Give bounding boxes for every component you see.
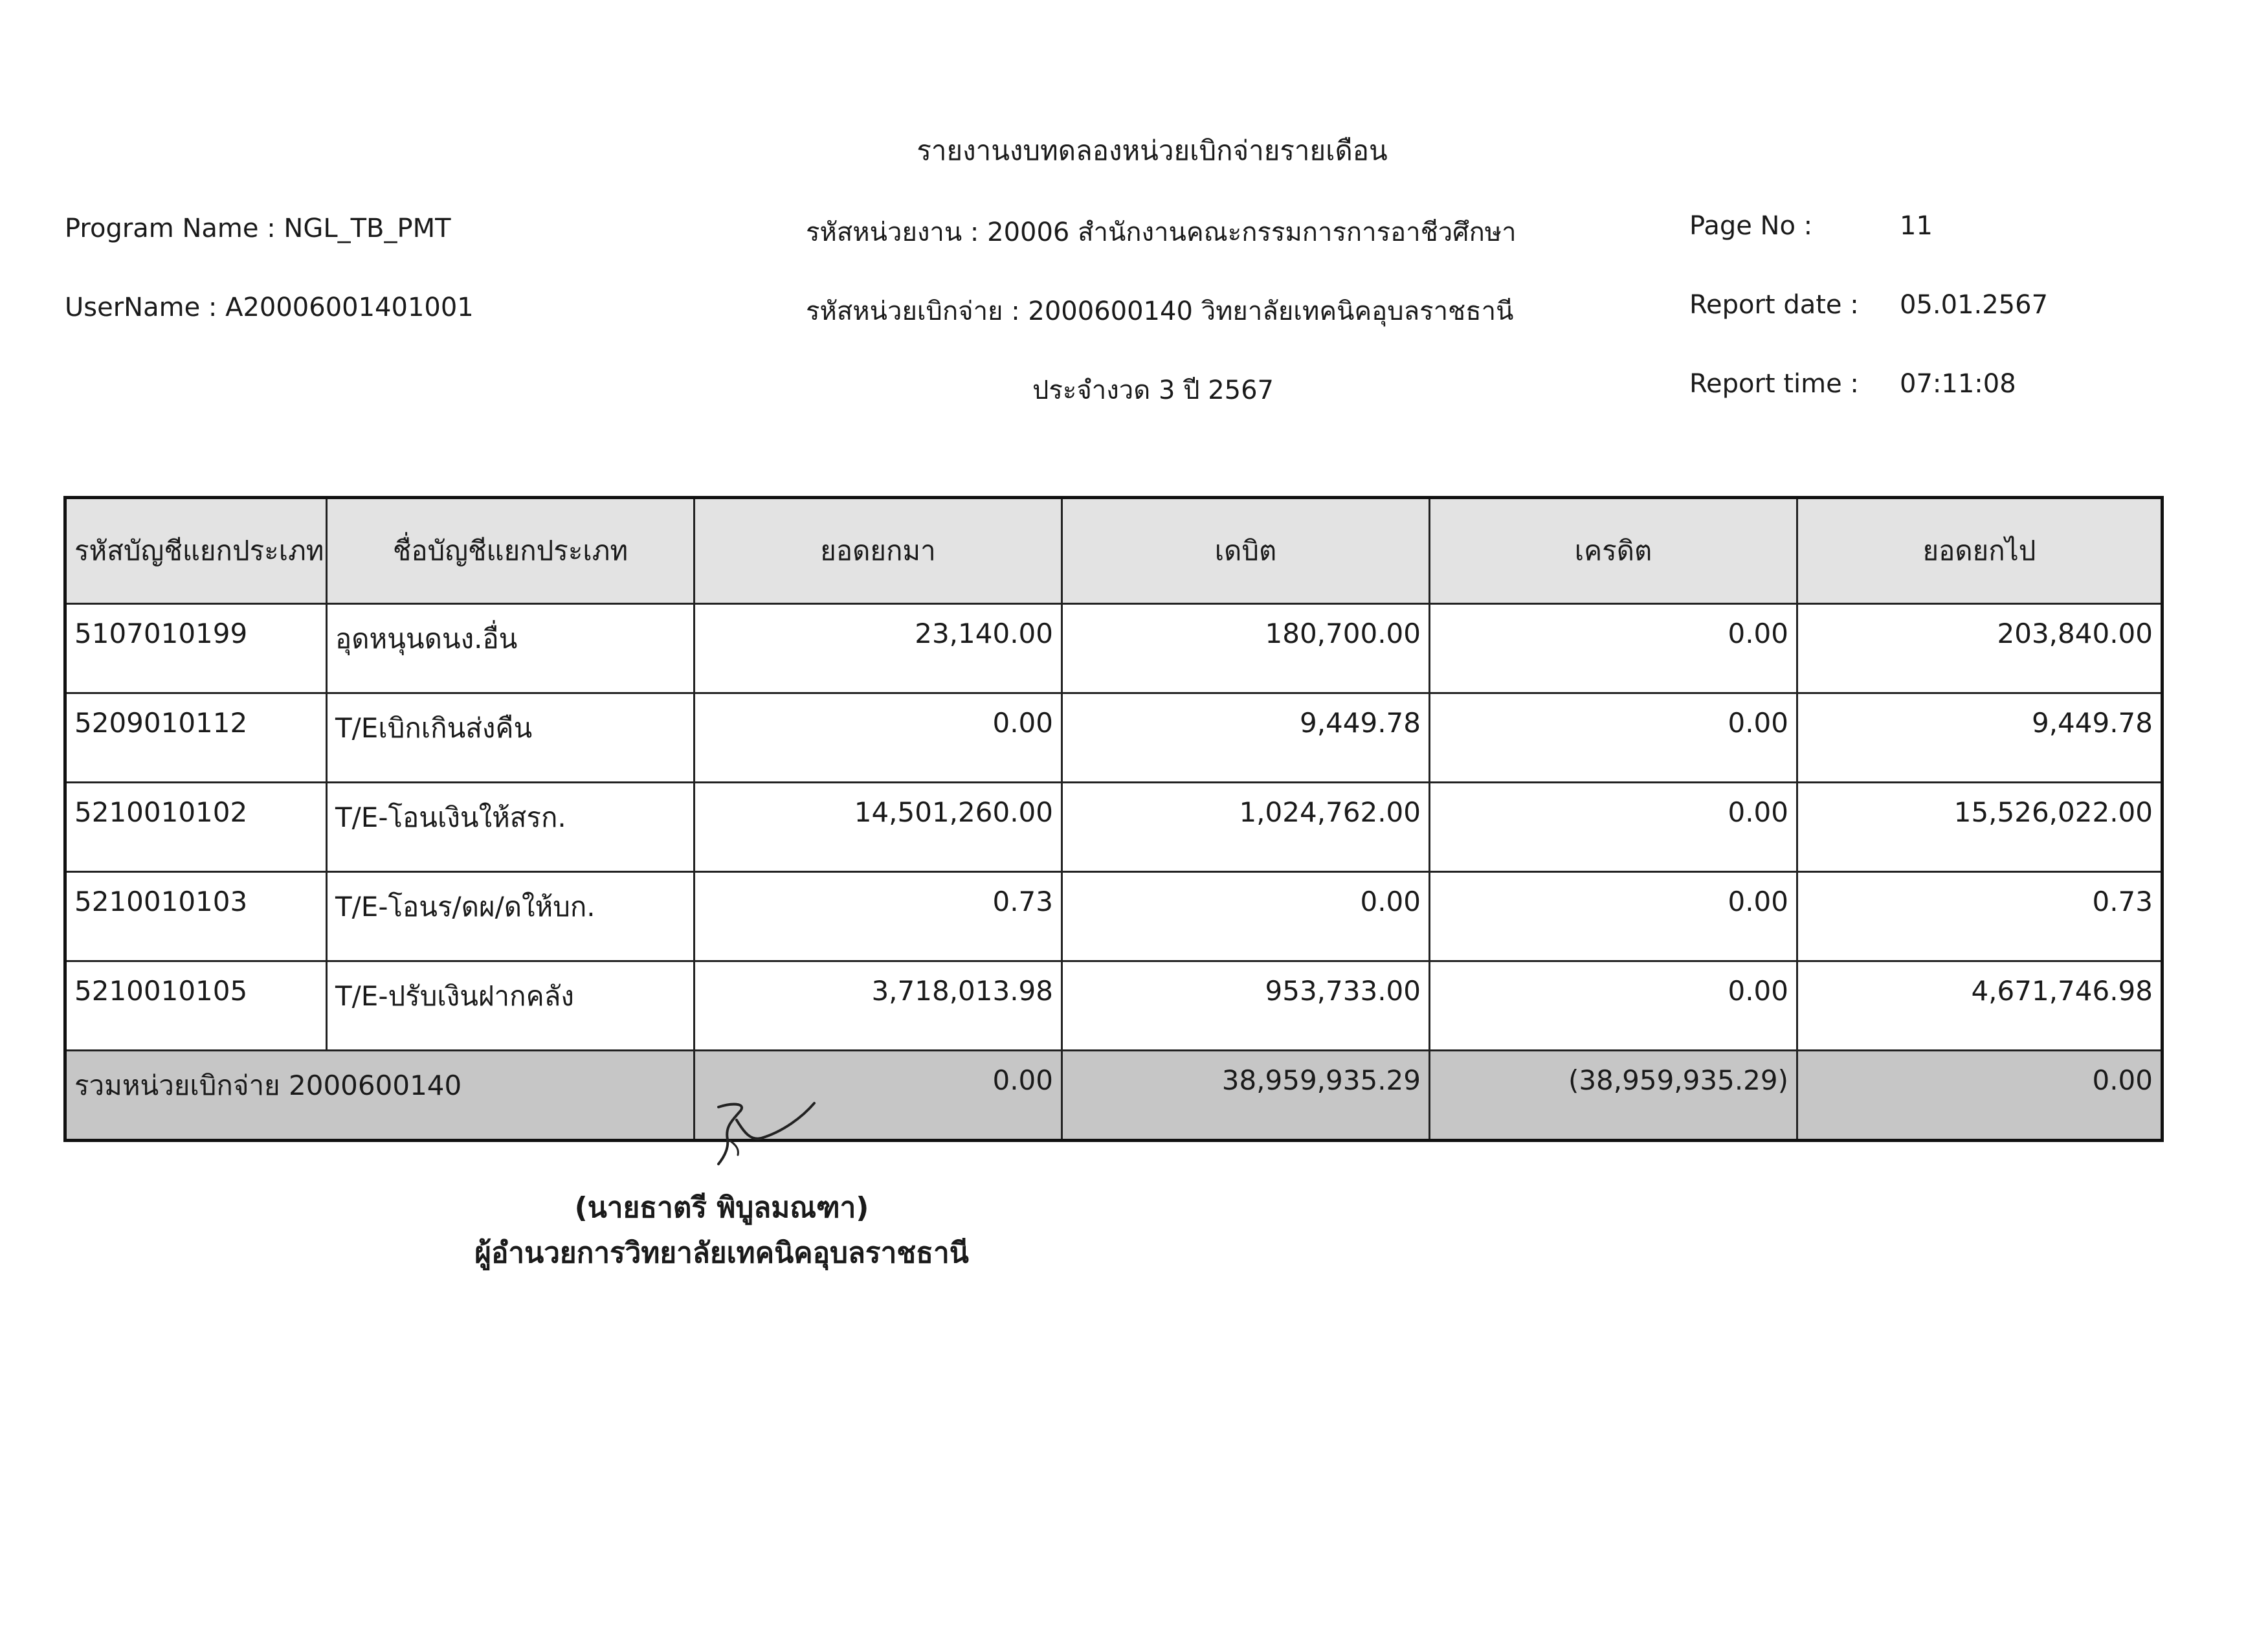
table-row [65, 872, 2162, 961]
total-carried-forward: 0.00 [1797, 1051, 2162, 1141]
debit: 180,700.00 [1062, 604, 1430, 693]
account-name: T/E-โอนเงินให้สรก. [327, 783, 695, 872]
header-brought-forward: ยอดยกมา [695, 498, 1062, 604]
header-credit: เครดิต [1430, 498, 1797, 604]
brought-forward: 0.00 [695, 693, 1062, 783]
credit: 0.00 [1430, 693, 1797, 783]
report-date-label: Report date : [1689, 290, 1859, 320]
account-name: T/E-โอนร/ดผ/ดให้บก. [327, 872, 695, 961]
brought-forward: 0.73 [695, 872, 1062, 961]
report-date-value: 05.01.2567 [1900, 290, 2049, 320]
page-no-label: Page No : [1689, 211, 1813, 241]
debit: 1,024,762.00 [1062, 783, 1430, 872]
report-time-label: Report time : [1689, 369, 1859, 399]
total-brought-forward: 0.00 [695, 1051, 1062, 1141]
header-debit: เดบิต [1062, 498, 1430, 604]
total-credit: (38,959,935.29) [1430, 1051, 1797, 1141]
account-name: T/Eเบิกเกินส่งคืน [327, 693, 695, 783]
total-label: รวมหน่วยเบิกจ่าย 2000600140 [65, 1051, 695, 1141]
header-account-name: ชื่อบัญชีแยกประเภท [327, 498, 695, 604]
carried-forward: 203,840.00 [1797, 604, 2162, 693]
report-period: ประจำงวด 3 ปี 2567 [1032, 375, 1274, 405]
carried-forward: 0.73 [1797, 872, 2162, 961]
account-code: 5210010103 [65, 872, 327, 961]
total-debit: 38,959,935.29 [1062, 1051, 1430, 1141]
carried-forward: 9,449.78 [1797, 693, 2162, 783]
credit: 0.00 [1430, 604, 1797, 693]
brought-forward: 23,140.00 [695, 604, 1062, 693]
account-code: 5107010199 [65, 604, 327, 693]
carried-forward: 4,671,746.98 [1797, 961, 2162, 1051]
signatory-position: ผู้อำนวยการวิทยาลัยเทคนิคอุบลราชธานี [474, 1237, 969, 1270]
credit: 0.00 [1430, 783, 1797, 872]
carried-forward: 15,526,022.00 [1797, 783, 2162, 872]
debit: 953,733.00 [1062, 961, 1430, 1051]
table-row [65, 693, 2162, 783]
credit: 0.00 [1430, 961, 1797, 1051]
credit: 0.00 [1430, 872, 1797, 961]
header-carried-forward: ยอดยกไป [1797, 498, 2162, 604]
header-account-code: รหัสบัญชีแยกประเภท [65, 498, 327, 604]
signatory-name: (นายธาตรี พิบูลมณฑา) [574, 1191, 869, 1224]
debit: 9,449.78 [1062, 693, 1430, 783]
report-time-value: 07:11:08 [1900, 369, 2016, 399]
table-header-row [65, 498, 2162, 604]
account-name: อุดหนุนดนง.อื่น [327, 604, 695, 693]
page-no-value: 11 [1900, 211, 1933, 241]
program-name: Program Name : NGL_TB_PMT [65, 214, 451, 243]
brought-forward: 3,718,013.98 [695, 961, 1062, 1051]
debit: 0.00 [1062, 872, 1430, 961]
table-row [65, 604, 2162, 693]
account-code: 5210010105 [65, 961, 327, 1051]
total-row [65, 1051, 2162, 1141]
user-name: UserName : A20006001401001 [65, 293, 474, 322]
report-title: รายงานงบทดลองหน่วยเบิกจ่ายรายเดือน [917, 135, 1388, 166]
agency-code: รหัสหน่วยงาน : 20006 สำนักงานคณะกรรมการการอาชีวศึกษา [806, 218, 1517, 247]
disbursing-unit: รหัสหน่วยเบิกจ่าย : 2000600140 วิทยาลัยเทคนิคอุบลราชธานี [806, 297, 1514, 326]
account-code: 5209010112 [65, 693, 327, 783]
account-name: T/E-ปรับเงินฝากคลัง [327, 961, 695, 1051]
brought-forward: 14,501,260.00 [695, 783, 1062, 872]
trial-balance-table [63, 496, 2164, 1142]
handwritten-signature [699, 1088, 828, 1172]
table-row [65, 961, 2162, 1051]
table-row [65, 783, 2162, 872]
account-code: 5210010102 [65, 783, 327, 872]
